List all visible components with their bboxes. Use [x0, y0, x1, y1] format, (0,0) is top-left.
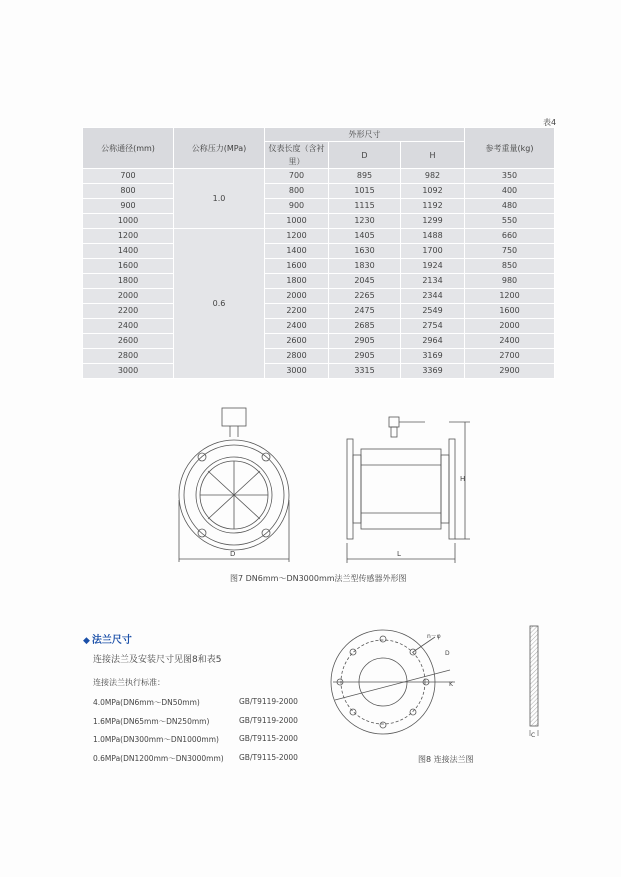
- table-row: [83, 334, 555, 349]
- cell-nominal-diameter: 1000: [83, 214, 174, 229]
- cell-nominal-diameter: 700: [83, 169, 174, 184]
- cell-nominal-diameter: 800: [83, 184, 174, 199]
- cell-weight: 350: [465, 169, 555, 184]
- standard-code: GB/T9119-2000: [239, 716, 298, 725]
- header-nominal-pressure: 公称压力(MPa): [174, 128, 265, 169]
- diamond-icon: ◆: [83, 636, 90, 646]
- table-row: [83, 214, 555, 229]
- cell-length: 1400: [265, 244, 329, 259]
- dim-n-phi-label: n－φ: [427, 633, 441, 640]
- cell-h: 2754: [401, 319, 465, 334]
- header-dimensions: 外形尺寸: [265, 128, 465, 142]
- table-label: 表4: [543, 118, 557, 127]
- standard-range: 1.0MPa(DN300mm～DN1000mm): [93, 735, 219, 744]
- cell-weight: 2000: [465, 319, 555, 334]
- cell-h: 2549: [401, 304, 465, 319]
- table-row: [83, 304, 555, 319]
- cell-d: 1115: [329, 199, 401, 214]
- cell-h: 3169: [401, 349, 465, 364]
- cell-nominal-diameter: 3000: [83, 364, 174, 379]
- dim-c-label: C: [531, 732, 536, 739]
- dimension-table: [82, 127, 555, 379]
- cell-weight: 2700: [465, 349, 555, 364]
- cell-weight: 850: [465, 259, 555, 274]
- table-row: [83, 169, 555, 184]
- cell-d: 3315: [329, 364, 401, 379]
- cell-length: 1800: [265, 274, 329, 289]
- figure7-caption: 图7 DN6mm～DN3000mm法兰型传感器外形图: [230, 574, 407, 583]
- cell-d: 2475: [329, 304, 401, 319]
- cell-length: 2800: [265, 349, 329, 364]
- cell-length: 800: [265, 184, 329, 199]
- cell-d: 895: [329, 169, 401, 184]
- cell-weight: 2400: [465, 334, 555, 349]
- cell-d: 2685: [329, 319, 401, 334]
- flange-section-title: [83, 631, 132, 646]
- figure8-caption: 图8 连接法兰图: [418, 755, 474, 764]
- cell-d: 2265: [329, 289, 401, 304]
- table-row: [83, 259, 555, 274]
- flange-front-view: [325, 615, 470, 750]
- cell-h: 3369: [401, 364, 465, 379]
- cell-h: 1192: [401, 199, 465, 214]
- standard-range: 4.0MPa(DN6mm～DN50mm): [93, 698, 200, 707]
- sensor-front-view: [170, 405, 310, 570]
- cell-length: 1600: [265, 259, 329, 274]
- cell-weight: 980: [465, 274, 555, 289]
- dim-k-label: K: [449, 681, 453, 688]
- cell-d: 2905: [329, 349, 401, 364]
- table-row: [83, 244, 555, 259]
- standard-range: 0.6MPa(DN1200mm～DN3000mm): [93, 754, 224, 763]
- cell-d: 1630: [329, 244, 401, 259]
- header-nominal-diameter: 公称通径(mm): [83, 128, 174, 169]
- flange-standard-item: [93, 697, 298, 708]
- cell-d: 2905: [329, 334, 401, 349]
- cell-h: 1488: [401, 229, 465, 244]
- header-h: H: [401, 142, 465, 169]
- table-row: [83, 349, 555, 364]
- cell-h: 1299: [401, 214, 465, 229]
- cell-pressure: 1.0: [174, 169, 265, 229]
- dim-h-label: H: [460, 475, 466, 483]
- flange-title-text: 法兰尺寸: [91, 635, 132, 646]
- table-row: [83, 364, 555, 379]
- header-length: 仪表长度（含衬里）: [265, 142, 329, 169]
- header-d: D: [329, 142, 401, 169]
- cell-nominal-diameter: 1200: [83, 229, 174, 244]
- cell-nominal-diameter: 900: [83, 199, 174, 214]
- sensor-side-view: [335, 405, 485, 570]
- cell-weight: 750: [465, 244, 555, 259]
- table-row: [83, 289, 555, 304]
- cell-d: 1230: [329, 214, 401, 229]
- flange-section-view: [520, 622, 550, 740]
- flange-standard-item: [93, 734, 298, 745]
- cell-h: 2134: [401, 274, 465, 289]
- standard-code: GB/T9115-2000: [239, 734, 298, 743]
- cell-d: 1015: [329, 184, 401, 199]
- cell-nominal-diameter: 2400: [83, 319, 174, 334]
- cell-nominal-diameter: 1800: [83, 274, 174, 289]
- cell-nominal-diameter: 1600: [83, 259, 174, 274]
- cell-d: 2045: [329, 274, 401, 289]
- cell-length: 2200: [265, 304, 329, 319]
- standard-code: GB/T9119-2000: [239, 697, 298, 706]
- standard-code: GB/T9115-2000: [239, 753, 298, 762]
- cell-h: 1924: [401, 259, 465, 274]
- cell-nominal-diameter: 1400: [83, 244, 174, 259]
- cell-length: 2400: [265, 319, 329, 334]
- flange-standard-item: [93, 753, 298, 764]
- table-row: [83, 229, 555, 244]
- cell-h: 2344: [401, 289, 465, 304]
- cell-length: 1200: [265, 229, 329, 244]
- dim-l-label: L: [397, 550, 401, 558]
- cell-nominal-diameter: 2800: [83, 349, 174, 364]
- cell-length: 2000: [265, 289, 329, 304]
- cell-d: 1830: [329, 259, 401, 274]
- cell-h: 1700: [401, 244, 465, 259]
- cell-h: 1092: [401, 184, 465, 199]
- table-row: [83, 199, 555, 214]
- cell-pressure: 0.6: [174, 229, 265, 379]
- cell-weight: 1200: [465, 289, 555, 304]
- cell-length: 900: [265, 199, 329, 214]
- table-row: [83, 274, 555, 289]
- flange-intro: 连接法兰及安装尺寸见图8和表5: [93, 655, 222, 665]
- dim-d-label: D: [445, 650, 450, 657]
- cell-weight: 1600: [465, 304, 555, 319]
- table-row: [83, 184, 555, 199]
- cell-length: 700: [265, 169, 329, 184]
- table-row: [83, 319, 555, 334]
- cell-length: 2600: [265, 334, 329, 349]
- cell-length: 1000: [265, 214, 329, 229]
- header-weight: 参考重量(kg): [465, 128, 555, 169]
- cell-weight: 550: [465, 214, 555, 229]
- cell-h: 982: [401, 169, 465, 184]
- flange-standard-label: 连接法兰执行标准：: [93, 678, 165, 687]
- cell-weight: 400: [465, 184, 555, 199]
- cell-nominal-diameter: 2000: [83, 289, 174, 304]
- cell-weight: 2900: [465, 364, 555, 379]
- cell-length: 3000: [265, 364, 329, 379]
- dim-d-label: D: [230, 550, 236, 558]
- cell-weight: 660: [465, 229, 555, 244]
- standard-range: 1.6MPa(DN65mm～DN250mm): [93, 717, 210, 726]
- cell-nominal-diameter: 2200: [83, 304, 174, 319]
- cell-h: 2964: [401, 334, 465, 349]
- cell-weight: 480: [465, 199, 555, 214]
- cell-nominal-diameter: 2600: [83, 334, 174, 349]
- flange-standard-item: [93, 716, 298, 727]
- cell-d: 1405: [329, 229, 401, 244]
